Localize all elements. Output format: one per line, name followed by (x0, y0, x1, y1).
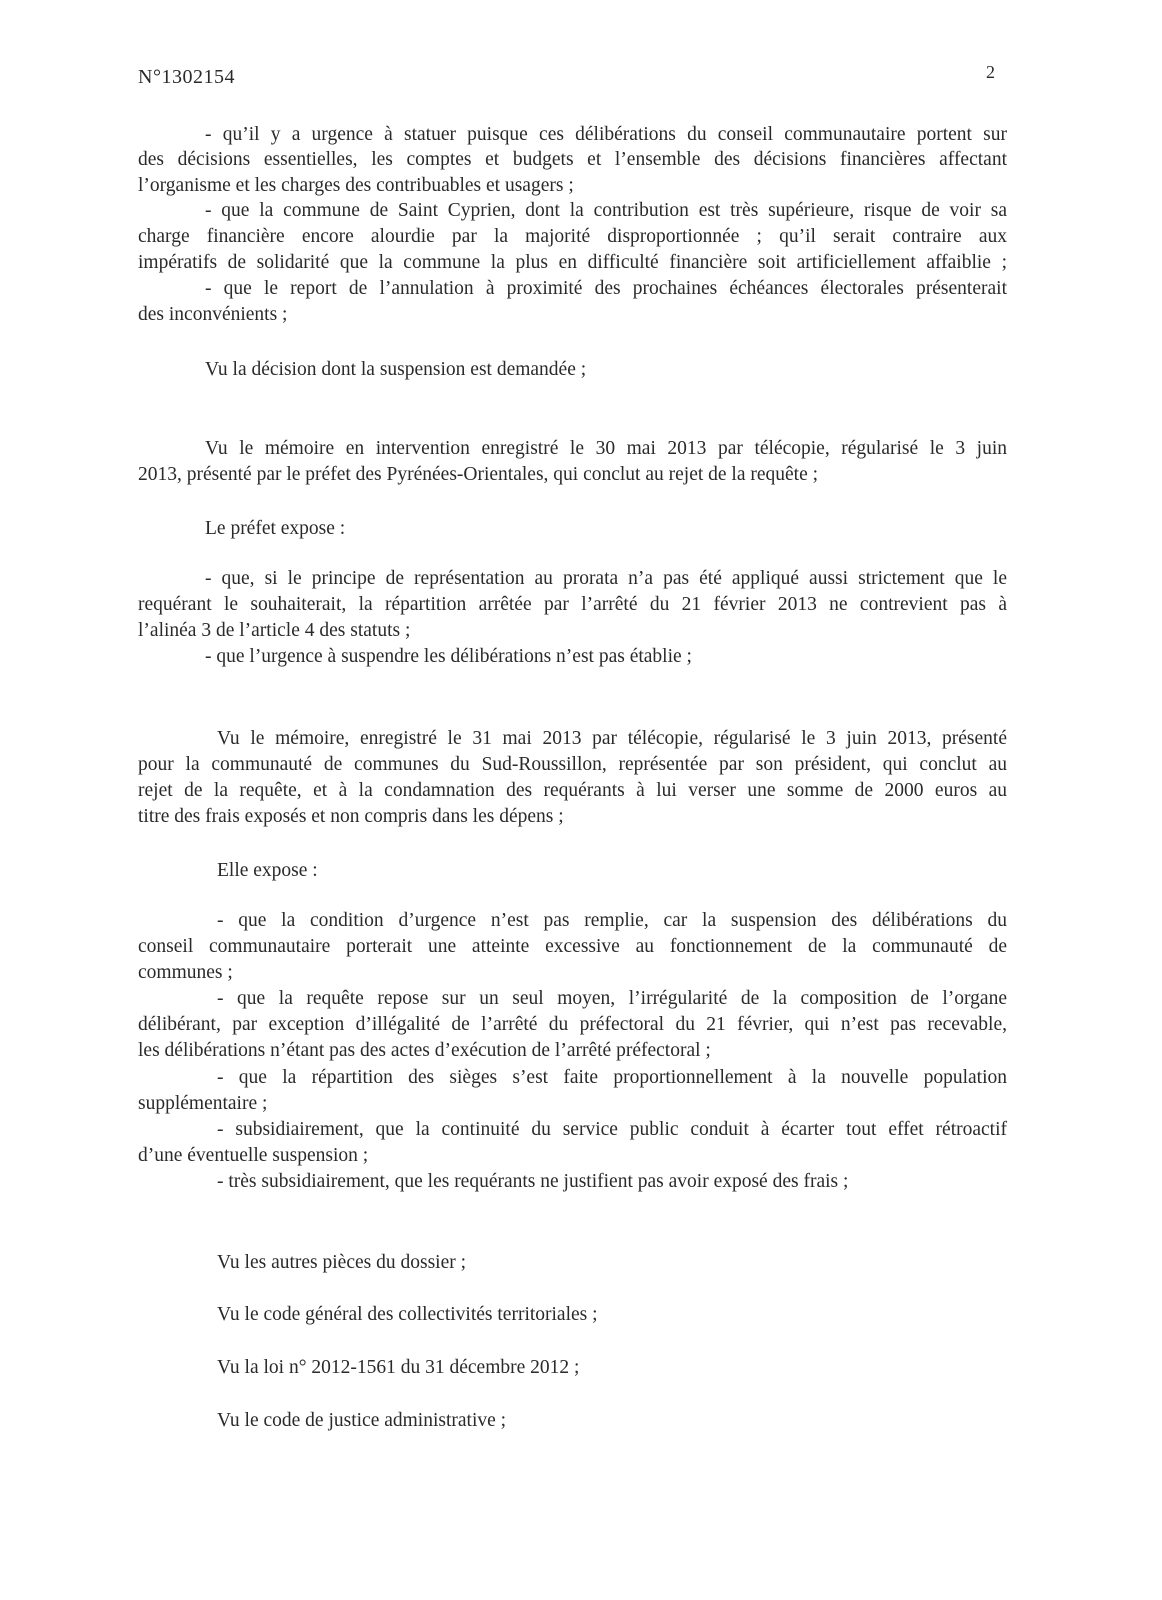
paragraph-line: impératifs de solidarité que la commune la plus en difficulté financière soit artificiellement affaiblie ; (138, 252, 1007, 273)
paragraph-line: - que la condition d’urgence n’est pas remplie, car la suspension des délibérations du (217, 910, 1007, 931)
paragraph-line: 2013, présenté par le préfet des Pyrénées-Orientales, qui conclut au rejet de la requête ; (138, 464, 819, 485)
paragraph-line: Elle expose : (217, 860, 318, 881)
paragraph-line: rejet de la requête, et à la condamnation des requérants à lui verser une somme de 2000 euros au (138, 780, 1007, 801)
paragraph-line: titre des frais exposés et non compris dans les dépens ; (138, 806, 564, 827)
paragraph-line: charge financière encore alourdie par la majorité disproportionnée ; qu’il serait contraire aux (138, 226, 1007, 247)
paragraph-line: Vu la loi n° 2012-1561 du 31 décembre 2012 ; (217, 1357, 580, 1378)
paragraph-line: - que l’urgence à suspendre les délibérations n’est pas établie ; (205, 646, 692, 667)
paragraph-line: conseil communautaire porterait une atteinte excessive au fonctionnement de la communauté de (138, 936, 1007, 957)
paragraph-line: - très subsidiairement, que les requérants ne justifient pas avoir exposé des frais ; (217, 1171, 849, 1192)
paragraph-line: Vu le code général des collectivités territoriales ; (217, 1304, 598, 1325)
paragraph-line: les délibérations n’étant pas des actes d’exécution de l’arrêté préfectoral ; (138, 1040, 711, 1061)
paragraph-line: - que, si le principe de représentation au prorata n’a pas été appliqué aussi strictement que le (205, 568, 1007, 589)
page-number: 2 (986, 62, 995, 82)
paragraph-line: - que la répartition des sièges s’est faite proportionnellement à la nouvelle population (217, 1067, 1007, 1088)
paragraph-line: requérant le souhaiterait, la répartition arrêtée par l’arrêté du 21 février 2013 ne contrevient pas à (138, 594, 1007, 615)
paragraph-line: Vu la décision dont la suspension est demandée ; (205, 359, 587, 380)
paragraph-line: - que la commune de Saint Cyprien, dont la contribution est très supérieure, risque de voir sa (205, 200, 1007, 221)
paragraph-line: pour la communauté de communes du Sud-Roussillon, représentée par son président, qui conclut au (138, 754, 1007, 775)
paragraph-line: Vu le mémoire, enregistré le 31 mai 2013 par télécopie, régularisé le 3 juin 2013, présenté (217, 728, 1007, 749)
paragraph-line: Vu le mémoire en intervention enregistré le 30 mai 2013 par télécopie, régularisé le 3 juin (205, 438, 1007, 459)
paragraph-line: Vu les autres pièces du dossier ; (217, 1252, 467, 1273)
paragraph-line: des inconvénients ; (138, 304, 288, 325)
paragraph-line: - qu’il y a urgence à statuer puisque ces délibérations du conseil communautaire portent sur (205, 124, 1007, 145)
paragraph-line: délibérant, par exception d’illégalité de l’arrêté du préfectoral du 21 février, qui n’est pas recevable, (138, 1014, 1007, 1035)
paragraph-line: d’une éventuelle suspension ; (138, 1145, 369, 1166)
paragraph-line: l’organisme et les charges des contribuables et usagers ; (138, 175, 574, 196)
paragraph-line: supplémentaire ; (138, 1093, 268, 1114)
paragraph-line: l’alinéa 3 de l’article 4 des statuts ; (138, 620, 411, 641)
paragraph-line: - que le report de l’annulation à proximité des prochaines échéances électorales présenterait (205, 278, 1007, 299)
paragraph-line: Le préfet expose : (205, 518, 346, 539)
paragraph-line: Vu le code de justice administrative ; (217, 1410, 507, 1431)
paragraph-line: des décisions essentielles, les comptes et budgets et l’ensemble des décisions financières affectant (138, 149, 1007, 170)
paragraph-line: - que la requête repose sur un seul moyen, l’irrégularité de la composition de l’organe (217, 988, 1007, 1009)
case-number: N°1302154 (138, 66, 235, 88)
paragraph-line: - subsidiairement, que la continuité du service public conduit à écarter tout effet rétroactif (217, 1119, 1007, 1140)
paragraph-line: communes ; (138, 962, 233, 983)
